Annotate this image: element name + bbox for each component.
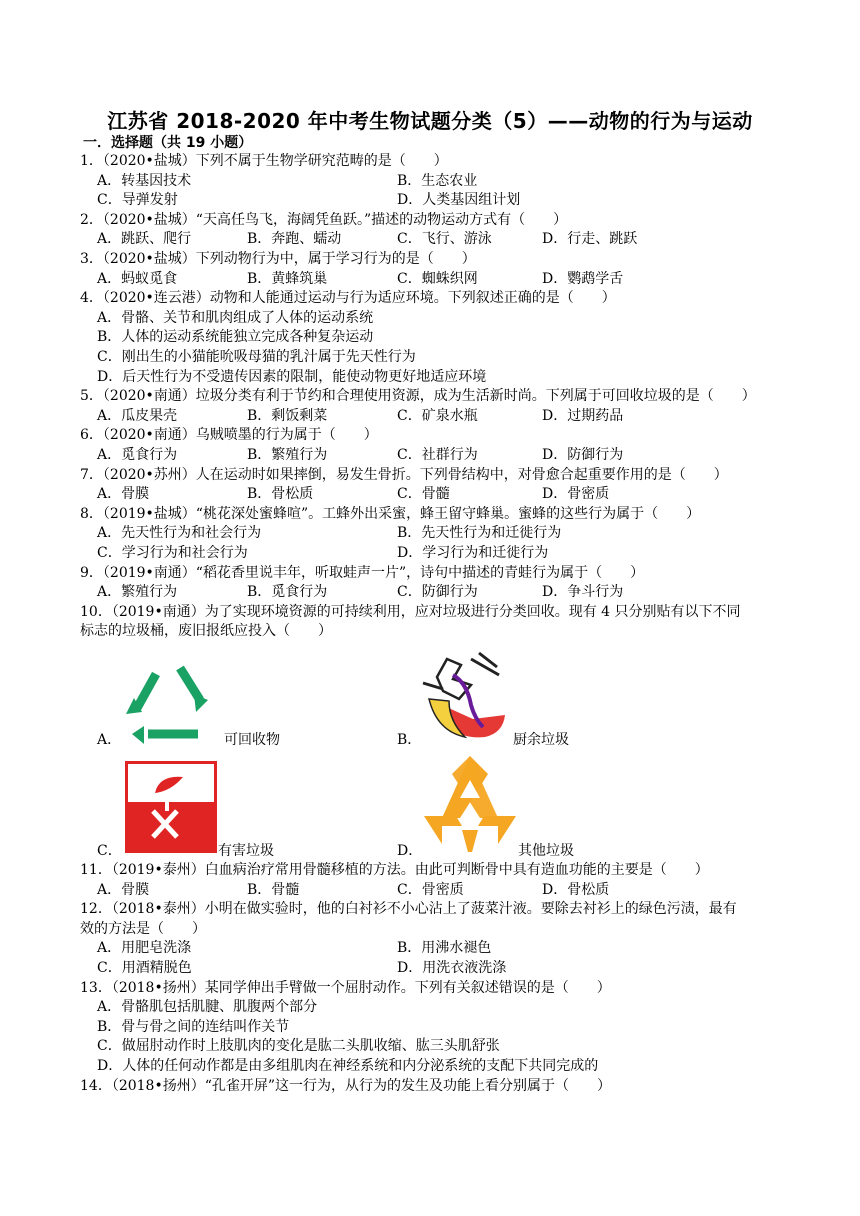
answer-option: A．瓜皮果壳: [97, 407, 178, 424]
answer-option: A．转基因技术: [97, 172, 192, 189]
question-stem-continued: 效的方法是（ ）: [80, 920, 206, 937]
answer-option: B．骨髓: [247, 881, 300, 898]
question-stem: 13．（2018•扬州）某同学伸出手臂做一个屈肘动作。下列有关叙述错误的是（ ）: [80, 979, 611, 996]
answer-option: A．骨膜: [97, 881, 150, 898]
q10-option-a-label: 可回收物: [224, 732, 280, 748]
answer-option: D．人体的任何动作都是由多组肌肉在神经系统和内分泌系统的支配下共同完成的: [97, 1058, 599, 1074]
answer-option: D．行走、跳跃: [542, 231, 638, 248]
answer-option: B．繁殖行为: [247, 447, 328, 463]
other-waste-icon: [422, 754, 518, 854]
answer-option: A．用肥皂洗涤: [97, 940, 192, 957]
answer-option: D．争斗行为: [542, 584, 624, 601]
answer-option: B．先天性行为和迁徙行为: [397, 525, 562, 542]
q10-option-c-letter: C．: [97, 843, 122, 859]
recycle-icon: [118, 652, 224, 752]
answer-option: A．繁殖行为: [97, 584, 178, 601]
answer-option: C．蜘蛛织网: [397, 270, 478, 287]
answer-option: A．先天性行为和社会行为: [97, 525, 262, 542]
answer-option: D．学习行为和迁徙行为: [397, 545, 549, 561]
question-stem: 4．（2020•连云港）动物和人能通过运动与行为适应环境。下列叙述正确的是（ ）: [80, 290, 616, 307]
answer-option: D．人类基因组计划: [397, 192, 521, 209]
answer-option: B．用沸水褪色: [397, 940, 492, 957]
answer-option: C．飞行、游泳: [397, 231, 492, 248]
answer-option: A．蚂蚁觅食: [97, 270, 178, 287]
q10-option-d-label: 其他垃圾: [518, 843, 574, 859]
question-stem: 9．（2019•南通）“稻花香里说丰年，听取蛙声一片”，诗句中描述的青蛙行为属于（ ）: [80, 564, 645, 581]
answer-option: B．人体的运动系统能独立完成各种复杂运动: [97, 329, 374, 346]
answer-option: B．骨与骨之间的连结叫作关节: [97, 1018, 290, 1035]
answer-option: A．骨骼肌包括肌腱、肌腹两个部分: [97, 999, 318, 1016]
answer-option: B．觅食行为: [247, 584, 328, 601]
question-stem: 3．（2020•盐城）下列动物行为中，属于学习行为的是（ ）: [80, 251, 476, 267]
page-title: 江苏省 2018-2020 年中考生物试题分类（5）——动物的行为与运动: [107, 109, 753, 133]
answer-option: A．觅食行为: [97, 447, 178, 463]
question-stem: 12．（2018•泰州）小明在做实验时，他的白衬衫不小心沾上了菠菜汁液。要除去衬衫上的绿色污渍，最有: [80, 901, 737, 918]
answer-option: C．刚出生的小猫能吮吸母猫的乳汁属于先天性行为: [97, 349, 416, 365]
answer-option: B．剩饭剩菜: [247, 407, 328, 424]
question-stem: 2．（2020•盐城）“天高任鸟飞，海阔凭鱼跃。”描述的动物运动方式有（ ）: [80, 211, 568, 228]
answer-option: D．鹦鹉学舌: [542, 270, 624, 287]
question-stem: 11．（2019•泰州）白血病治疗常用骨髓移植的方法。由此可判断骨中具有造血功能的主要是（ ）: [80, 862, 709, 878]
question-stem: 8．（2019•盐城）“桃花深处蜜蜂喧”。工蜂外出采蜜，蜂王留守蜂巢。蜜蜂的这些行为属于（ ）: [80, 505, 701, 522]
answer-option: D．防御行为: [542, 447, 624, 463]
q10-option-c-label: 有害垃圾: [218, 843, 274, 859]
answer-option: A．骨膜: [97, 486, 150, 503]
answer-option: D．后天性行为不受遗传因素的限制，能使动物更好地适应环境: [97, 368, 487, 385]
answer-option: C．导弹发射: [97, 192, 178, 209]
kitchen-waste-icon: [413, 645, 511, 745]
answer-option: C．做屈肘动作时上肢肌肉的变化是肱二头肌收缩、肱三头肌舒张: [97, 1038, 500, 1055]
answer-option: D．骨松质: [542, 881, 610, 898]
answer-option: D．用洗衣液洗涤: [397, 960, 507, 976]
answer-option: C．矿泉水瓶: [397, 407, 478, 424]
question-stem: 6．（2020•南通）乌贼喷墨的行为属于（ ）: [80, 427, 378, 444]
q10-option-b-label: 厨余垃圾: [513, 732, 569, 748]
q10-option-b-letter: B．: [397, 732, 422, 748]
answer-option: C．用酒精脱色: [97, 960, 192, 976]
q10-option-a-letter: A．: [97, 732, 122, 748]
answer-option: C．学习行为和社会行为: [97, 545, 248, 561]
question-stem: 5．（2020•南通）垃圾分类有利于节约和合理使用资源，成为生活新时尚。下列属于可回收垃圾的是（ ）: [80, 388, 756, 405]
question-stem: 1．（2020•盐城）下列不属于生物学研究范畴的是（ ）: [80, 153, 448, 169]
answer-option: B．黄蜂筑巢: [247, 270, 328, 287]
question-stem: 7．（2020•苏州）人在运动时如果摔倒，易发生骨折。下列骨结构中，对骨愈合起重要作用的是（ ）: [80, 466, 728, 483]
question-stem-continued: 标志的垃圾桶，废旧报纸应投入（ ）: [80, 623, 332, 640]
answer-option: A．骨骼、关节和肌肉组成了人体的运动系统: [97, 309, 374, 326]
question-stem: 10．（2019•南通）为了实现环境资源的可持续利用，应对垃圾进行分类回收。现有 4 只分别贴有以下不同: [80, 603, 741, 620]
answer-option: D．过期药品: [542, 407, 624, 424]
answer-option: C．防御行为: [397, 584, 478, 601]
answer-option: B．奔跑、蠕动: [247, 231, 342, 248]
q10-option-d-letter: D．: [397, 843, 423, 859]
answer-option: D．骨密质: [542, 486, 610, 503]
answer-option: A．跳跃、爬行: [97, 231, 192, 248]
answer-option: C．骨密质: [397, 881, 464, 898]
answer-option: C．骨髓: [397, 486, 450, 503]
answer-option: B．生态农业: [397, 172, 478, 189]
answer-option: B．骨松质: [247, 486, 314, 503]
hazardous-waste-icon: [125, 761, 217, 853]
section-heading: 一．选择题（共 19 小题）: [83, 135, 253, 151]
answer-option: C．社群行为: [397, 447, 478, 463]
question-stem: 14．（2018•扬州）“孔雀开屏”这一行为，从行为的发生及功能上看分别属于（ ）: [80, 1077, 612, 1094]
